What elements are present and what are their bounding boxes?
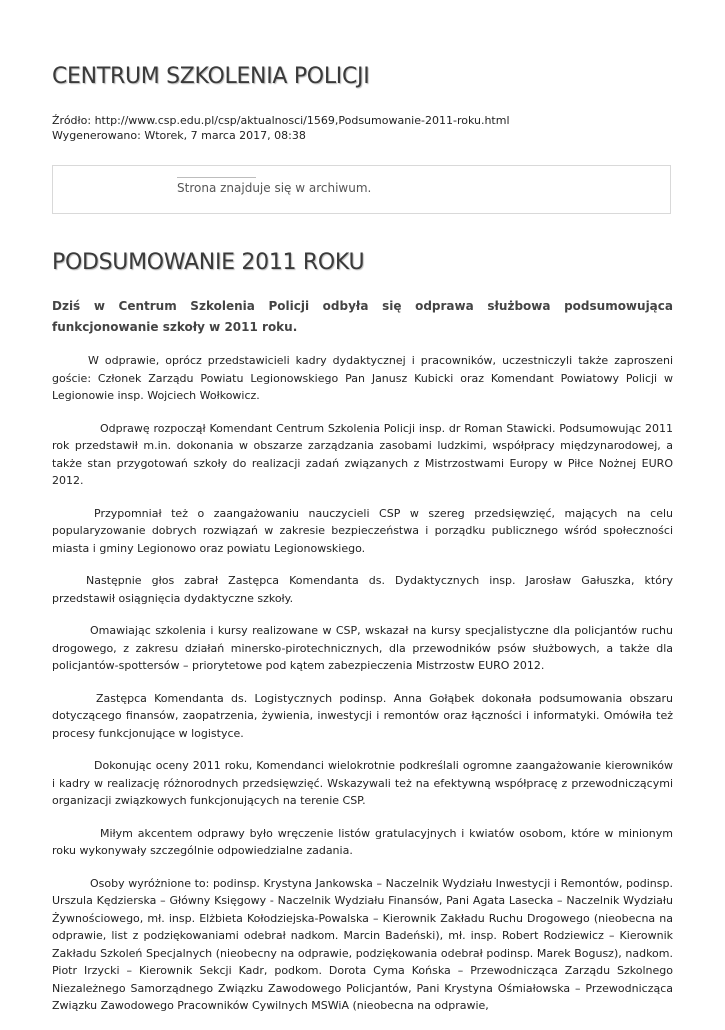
article-paragraph: Miłym akcentem odprawy było wręczenie listów gratulacyjnych i kwiatów osobom, które w minionym roku wykonywały szczególnie odpowiedzialne zadania. [52, 826, 673, 857]
article-paragraph: Odprawę rozpoczął Komendant Centrum Szkolenia Policji insp. dr Roman Stawicki. Podsumowując 2011 rok przedstawił m.in. dokonania w obszarze zarządzania zasobami ludzkimi, współpracy międzynarodowej, a także stan przygotowań szkoły do realizacji zadań związanych z Mistrzostwami Europy w Piłce Nożnej EURO 2012. [52, 421, 673, 487]
article-paragraph: Omawiając szkolenia i kursy realizowane w CSP, wskazał na kursy specjalistyczne dla policjantów ruchu drogowego, z zakresu działań minersko-pirotechnicznych, dla przewodników psów służbowych, a także dla policjantów-spottersów – priorytetowe pod kątem zabezpieczenia Mistrzostw EURO 2012. [52, 624, 673, 672]
article-paragraph: Następnie głos zabrał Zastępca Komendanta ds. Dydaktycznych insp. Jarosław Gałuszka, który przedstawił osiągnięcia dydaktyczne szkoły. [52, 574, 673, 605]
article-paragraph: W odprawie, oprócz przedstawicieli kadry dydaktycznej i pracowników, uczestniczyli także zaproszeni goście: Członek Zarządu Powiatu Legionowskiego Pan Janusz Kubicki oraz Komendant Powiatowy Policji w Legionowie insp. Wojciech Wołkowicz. [52, 354, 673, 402]
article-lead: Dziś w Centrum Szkolenia Policji odbyła się odprawa służbowa podsumowująca funkcjonowanie szkoły w 2011 roku. [52, 299, 673, 334]
archive-notice: Strona znajduje się w archiwum. [177, 181, 372, 195]
article-paragraph: Osoby wyróżnione to: podinsp. Krystyna Jankowska – Naczelnik Wydziału Inwestycji i Remontów, podinsp. Urszula Kędzierska – Główny Księgowy - Naczelnik Wydziału Finansów, Pani Agata Lasecka – Naczelnik Wydziału Żywnościowego, mł. insp. Elżbieta Kołodziejska-Powalska – Kierownik Zakładu Ruchu Drogowego (nieobecna na odprawie, list z podziękowaniami odebrał nadkom. Marcin Badeński), mł. insp. Robert Rodziewicz – Kierownik Zakładu Szkoleń Specjalnych (nieobecny na odprawie, podziękowania odebrał podinsp. Marek Bogusz), nadkom. Piotr Irzycki – Kierownik Sekcji Kadr, podkom. Dorota Cyma Końska – Przewodnicząca Zarządu Szkolnego Niezależnego Samorządnego Związku Zawodowego Policjantów, Pani Krystyna Ośmiałowska – Przewodnicząca Związku Zawodowego Pracowników Cywilnych MSWiA (nieobecna na odprawie, [52, 876, 673, 1012]
article-title: PODSUMOWANIE 2011 ROKU [52, 250, 365, 275]
article-paragraph: Zastępca Komendanta ds. Logistycznych podinsp. Anna Gołąbek dokonała podsumowania obszaru dotyczącego finansów, zaopatrzenia, żywienia, inwestycji i remontów oraz łączności i informatyki. Omówiła też procesy funkcjonujące w logistyce. [52, 691, 673, 740]
source-url: Źródło: http://www.csp.edu.pl/csp/aktualnosci/1569,Podsumowanie-2011-roku.html [52, 114, 510, 127]
document-meta [52, 113, 510, 143]
article-paragraph: Dokonując oceny 2011 roku, Komendanci wielokrotnie podkreślali ogromne zaangażowanie kierowników i kadry w realizację różnorodnych przedsięwzięć. Wskazywali też na efektywną współpracę z przewodniczącymi organizacji związkowych funkcjonujących na terenie CSP. [52, 759, 673, 807]
archive-divider [177, 177, 256, 178]
archive-notice-box [52, 165, 671, 214]
site-title: CENTRUM SZKOLENIA POLICJI [52, 64, 370, 89]
article-body [52, 352, 673, 1030]
generated-date: Wygenerowano: Wtorek, 7 marca 2017, 08:38 [52, 129, 306, 142]
article-paragraph: Przypomniał też o zaangażowaniu nauczycieli CSP w szereg przedsięwzięć, mających na celu popularyzowanie dobrych rozwiązań w zakresie bezpieczeństwa i porządku publicznego wśród społeczności miasta i gminy Legionowo oraz powiatu Legionowskiego. [52, 506, 673, 555]
